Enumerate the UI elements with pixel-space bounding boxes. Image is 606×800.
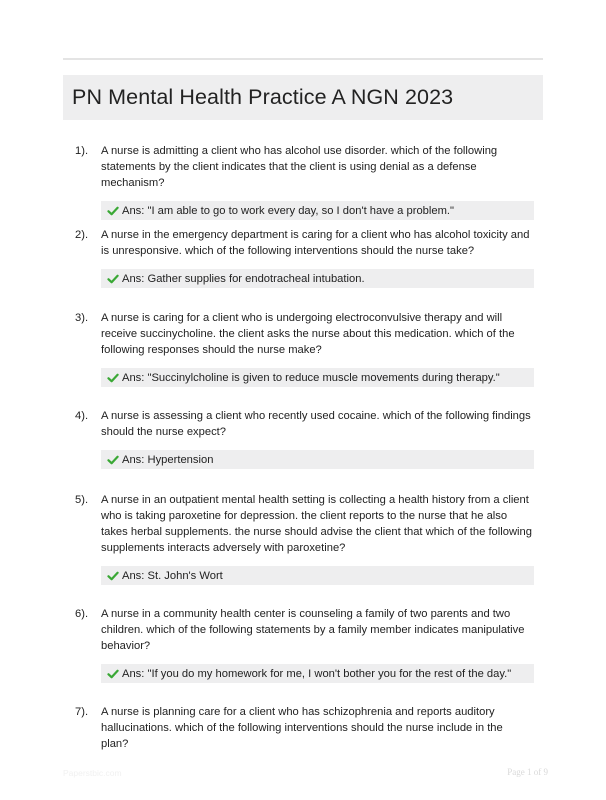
question-item <box>63 704 543 752</box>
question-number: 6). <box>75 608 89 620</box>
question-text: A nurse is planning care for a client who has schizophrenia and reports auditory hallucinations. which of the following interventions should the nurse include in the plan? <box>101 706 503 750</box>
question-item <box>63 310 543 408</box>
question-text: A nurse is assessing a client who recently used cocaine. which of the following findings should the nurse expect? <box>101 410 531 438</box>
question-item <box>63 492 543 606</box>
question-number: 4). <box>75 410 89 422</box>
question-number: 1). <box>75 145 89 157</box>
question-item <box>63 143 543 227</box>
question-text: A nurse in the emergency department is caring for a client who has alcohol toxicity and is unresponsive. which of the following interventions should the nurse take? <box>101 229 530 257</box>
question-number: 3). <box>75 312 89 324</box>
checkmark-icon <box>107 372 119 384</box>
title-banner <box>63 75 543 120</box>
top-divider <box>63 58 543 60</box>
question-text: A nurse is admitting a client who has alcohol use disorder. which of the following statements by the client indicates that the client is using denial as a defense mechanism? <box>101 145 498 189</box>
answer-text: Ans: St. John's Wort <box>122 569 223 582</box>
answer-text: Ans: Gather supplies for endotracheal intubation. <box>122 272 365 285</box>
answer-box <box>101 566 534 585</box>
question-list <box>63 143 543 752</box>
answer-box <box>101 269 534 288</box>
question-item <box>63 606 543 704</box>
question-item <box>63 227 543 310</box>
footer-watermark: Paperstbic.com <box>63 768 122 778</box>
answer-box <box>101 368 534 387</box>
checkmark-icon <box>107 570 119 582</box>
page-number: Page 1 of 9 <box>507 767 548 777</box>
question-number: 7). <box>75 706 89 718</box>
checkmark-icon <box>107 273 119 285</box>
question-number: 5). <box>75 494 89 506</box>
question-number: 2). <box>75 229 89 241</box>
question-text: A nurse in an outpatient mental health setting is collecting a health history from a client who is taking paroxetine for depression. the client reports to the nurse that he also takes herbal supplements. the nurse should advise the client that which of the following supplements interacts adversely with paroxetine? <box>101 494 532 554</box>
question-text: A nurse in a community health center is counseling a family of two parents and two children. which of the following statements by a family member indicates manipulative behavior? <box>101 608 525 652</box>
checkmark-icon <box>107 454 119 466</box>
page-title: PN Mental Health Practice A NGN 2023 <box>72 85 454 109</box>
answer-text: Ans: "If you do my homework for me, I won't bother you for the rest of the day." <box>122 667 512 680</box>
answer-text: Ans: Hypertension <box>122 453 214 466</box>
answer-box <box>101 664 534 683</box>
answer-box <box>101 450 534 469</box>
checkmark-icon <box>107 668 119 680</box>
answer-text: Ans: "I am able to go to work every day, so I don't have a problem." <box>122 204 454 217</box>
answer-text: Ans: "Succinylcholine is given to reduce muscle movements during therapy." <box>122 371 500 384</box>
question-text: A nurse is caring for a client who is undergoing electroconvulsive therapy and will receive succinycholine. the client asks the nurse about this medication. which of the following responses should the nurse make? <box>101 312 515 356</box>
checkmark-icon <box>107 205 119 217</box>
question-item <box>63 408 543 492</box>
answer-box <box>101 201 534 220</box>
